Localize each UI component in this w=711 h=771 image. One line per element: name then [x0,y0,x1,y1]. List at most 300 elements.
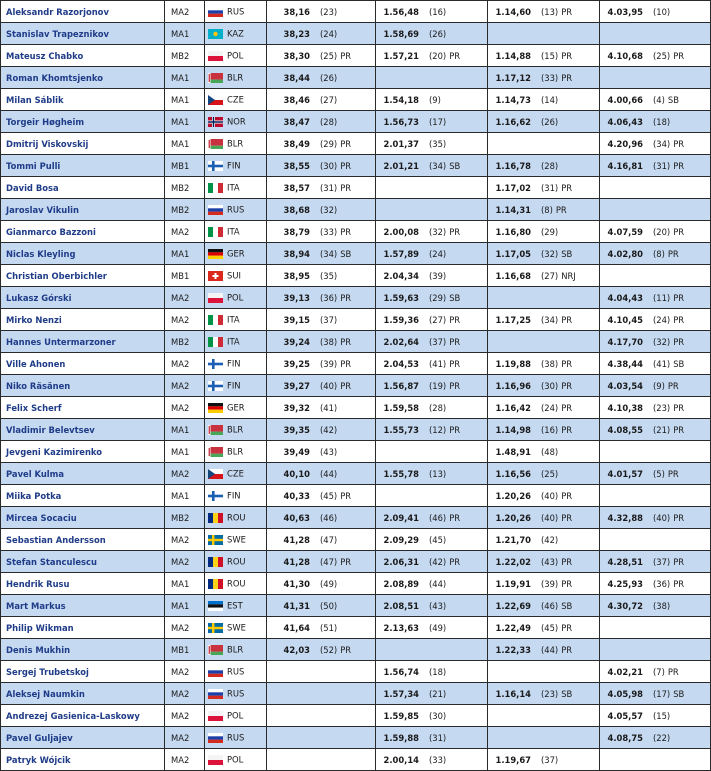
nation-code: FIN [227,358,241,369]
record-note: PR [673,578,685,589]
result-time: 1.59,36 [383,314,419,325]
result-time: 1.20,26 [495,512,531,523]
nation-code: NOR [227,116,246,127]
result-cell [488,595,600,617]
nation-code: RUS [227,204,245,215]
result-time: 4.17,70 [607,336,643,347]
result-rank: (23) [320,6,338,17]
result-rank: (49) [429,622,447,633]
result-rank: (51) [320,622,338,633]
result-time: 1.55,73 [383,424,419,435]
result-rank: (24) [429,248,447,259]
age-category: MA1 [165,133,205,155]
table-row [1,529,711,551]
result-rank: (17) [429,116,447,127]
result-cell [488,419,600,441]
result-rank: (5) [653,468,665,479]
record-note: SB [449,292,461,303]
result-time: 4.20,96 [607,138,643,149]
record-note: PR [340,490,352,501]
result-time: 1.56,73 [383,116,419,127]
age-category: MA1 [165,419,205,441]
nation-code: POL [227,754,244,765]
nation-cell [205,221,267,243]
result-rank: (44) [429,578,447,589]
flag-blr-icon [208,73,223,83]
athlete-name: Milan Sáblik [1,89,165,111]
result-time: 38,44 [283,72,310,83]
nation-code: KAZ [227,28,244,39]
nation-cell [205,551,267,573]
result-cell [376,199,488,221]
flag-ger-icon [208,403,223,413]
result-time: 1.57,34 [383,688,419,699]
athlete-name: Niko Räsänen [1,375,165,397]
nation-code: BLR [227,72,244,83]
result-rank: (43) [320,446,338,457]
nation-code: RUS [227,6,245,17]
result-time: 39,24 [283,336,310,347]
result-time: 1.22,49 [495,622,531,633]
result-cell [600,595,711,617]
result-rank: (8) [541,204,553,215]
result-cell [600,551,711,573]
result-time: 1.56,87 [383,380,419,391]
flag-ita-icon [208,337,223,347]
result-time: 1.17,12 [495,72,531,83]
result-cell [600,133,711,155]
result-rank: (43) [429,600,447,611]
flag-ita-icon [208,183,223,193]
result-cell [376,705,488,727]
athlete-name: Mirko Nenzi [1,309,165,331]
nation-cell [205,661,267,683]
table-row [1,23,711,45]
result-cell [488,133,600,155]
result-time: 1.14,88 [495,50,531,61]
result-time: 2.13,63 [383,622,419,633]
nation-code: RUS [227,666,245,677]
result-rank: (45) [541,622,559,633]
result-time: 1.19,88 [495,358,531,369]
result-cell [267,199,376,221]
table-row [1,485,711,507]
result-cell [600,375,711,397]
age-category: MA1 [165,243,205,265]
result-rank: (42) [429,556,447,567]
result-time: 1.17,25 [495,314,531,325]
record-note: PR [555,204,567,215]
athlete-name: Mateusz Chabko [1,45,165,67]
result-cell [267,1,376,23]
result-time: 4.06,43 [607,116,643,127]
result-cell [267,749,376,771]
nation-code: EST [227,600,243,611]
result-time: 4.05,98 [607,688,643,699]
flag-cze-icon [208,95,223,105]
table-row [1,265,711,287]
result-time: 1.21,70 [495,534,531,545]
result-cell [600,727,711,749]
result-time: 4.03,95 [607,6,643,17]
flag-rus-icon [208,689,223,699]
athlete-name: Stanislav Trapeznikov [1,23,165,45]
nation-cell [205,111,267,133]
flag-cze-icon [208,469,223,479]
result-cell [267,45,376,67]
table-row [1,419,711,441]
result-cell [488,331,600,353]
result-time: 1.16,78 [495,160,531,171]
result-rank: (20) [429,50,447,61]
flag-pol-icon [208,755,223,765]
result-cell [376,23,488,45]
nation-code: GER [227,402,245,413]
flag-ger-icon [208,249,223,259]
result-time: 4.28,51 [607,556,643,567]
result-rank: (22) [653,732,671,743]
record-note: PR [449,226,461,237]
nation-cell [205,441,267,463]
result-rank: (37) [653,556,671,567]
result-time: 2.02,64 [383,336,419,347]
result-rank: (36) [653,578,671,589]
result-rank: (24) [320,28,338,39]
result-time: 41,30 [283,578,310,589]
record-note: PR [340,50,352,61]
result-rank: (31) [429,732,447,743]
athlete-name: Jaroslav Vikulin [1,199,165,221]
result-cell [267,23,376,45]
result-time: 4.30,72 [607,600,643,611]
age-category: MB1 [165,155,205,177]
nation-cell [205,133,267,155]
result-rank: (24) [541,402,559,413]
result-cell [600,617,711,639]
nation-code: POL [227,50,244,61]
record-note: PR [673,512,685,523]
nation-cell [205,177,267,199]
result-cell [600,353,711,375]
record-note: PR [667,666,679,677]
flag-nor-icon [208,117,223,127]
nation-code: BLR [227,138,244,149]
nation-code: CZE [227,94,244,105]
record-note: PR [561,50,573,61]
result-cell [267,67,376,89]
result-cell [267,243,376,265]
result-cell [376,617,488,639]
record-note: PR [449,380,461,391]
athlete-name: Mart Markus [1,595,165,617]
result-rank: (38) [320,336,338,347]
result-time: 1.19,91 [495,578,531,589]
result-time: 2.08,51 [383,600,419,611]
result-cell [488,661,600,683]
table-row [1,89,711,111]
nation-code: BLR [227,446,244,457]
athlete-name: Torgeir Høgheim [1,111,165,133]
result-cell [376,111,488,133]
result-cell [267,177,376,199]
result-time: 1.14,60 [495,6,531,17]
result-time: 1.58,69 [383,28,419,39]
table-row [1,287,711,309]
record-note: SB [561,248,573,259]
result-cell [488,177,600,199]
record-note: PR [449,512,461,523]
flag-pol-icon [208,711,223,721]
table-row [1,1,711,23]
result-time: 2.04,34 [383,270,419,281]
athlete-name: Miika Potka [1,485,165,507]
age-category: MA1 [165,111,205,133]
result-time: 41,31 [283,600,310,611]
result-rank: (28) [429,402,447,413]
result-cell [600,661,711,683]
result-cell [376,397,488,419]
table-row [1,111,711,133]
result-cell [376,419,488,441]
result-cell [488,507,600,529]
result-cell [376,1,488,23]
athlete-name: Sergej Trubetskoj [1,661,165,683]
result-rank: (32) [320,204,338,215]
result-cell [488,529,600,551]
result-rank: (26) [429,28,447,39]
result-rank: (21) [429,688,447,699]
record-note: SB [340,248,352,259]
result-cell [488,89,600,111]
result-time: 39,49 [283,446,310,457]
record-note: PR [340,556,352,567]
result-cell [488,639,600,661]
nation-code: ITA [227,226,240,237]
result-cell [376,485,488,507]
record-note: PR [561,358,573,369]
result-time: 4.10,45 [607,314,643,325]
result-time: 1.59,88 [383,732,419,743]
table-row [1,683,711,705]
table-row [1,133,711,155]
flag-kaz-icon [208,29,223,39]
athlete-name: Pavel Kulma [1,463,165,485]
result-rank: (8) [653,248,665,259]
result-rank: (9) [429,94,441,105]
result-rank: (26) [320,72,338,83]
table-row [1,221,711,243]
result-rank: (39) [429,270,447,281]
table-row [1,375,711,397]
nation-code: RUS [227,732,245,743]
flag-blr-icon [208,645,223,655]
result-cell [376,463,488,485]
result-rank: (18) [653,116,671,127]
results-table-body [1,1,711,771]
nation-code: ROU [227,512,246,523]
flag-ita-icon [208,315,223,325]
nation-cell [205,705,267,727]
record-note: PR [340,358,352,369]
result-rank: (33) [429,754,447,765]
result-cell [376,287,488,309]
result-rank: (14) [541,94,559,105]
flag-swe-icon [208,623,223,633]
table-row [1,595,711,617]
result-rank: (9) [653,380,665,391]
record-note: PR [449,50,461,61]
result-time: 40,33 [283,490,310,501]
record-note: SB [561,688,573,699]
result-cell [267,551,376,573]
nation-cell [205,507,267,529]
athlete-name: Tommi Pulli [1,155,165,177]
record-note: PR [561,424,573,435]
flag-sui-icon [208,271,223,281]
record-note: SB [673,358,685,369]
result-time: 39,25 [283,358,310,369]
nation-code: BLR [227,644,244,655]
result-rank: (12) [429,424,447,435]
result-cell [267,133,376,155]
result-time: 38,79 [283,226,310,237]
result-cell [267,331,376,353]
result-time: 1.22,69 [495,600,531,611]
result-rank: (52) [320,644,338,655]
result-cell [600,67,711,89]
result-cell [376,661,488,683]
result-rank: (41) [429,358,447,369]
result-cell [600,705,711,727]
result-time: 39,13 [283,292,310,303]
athlete-name: David Bosa [1,177,165,199]
result-time: 1.16,56 [495,468,531,479]
result-time: 4.25,93 [607,578,643,589]
record-note: PR [561,6,573,17]
result-rank: (27) [429,314,447,325]
result-time: 1.19,67 [495,754,531,765]
record-note: SB [561,600,573,611]
record-note: PR [449,336,461,347]
flag-fin-icon [208,491,223,501]
table-row [1,705,711,727]
table-row [1,551,711,573]
result-rank: (10) [653,6,671,17]
result-cell [600,485,711,507]
record-note: PR [561,72,573,83]
nation-code: ROU [227,556,246,567]
result-time: 40,10 [283,468,310,479]
athlete-name: Ville Ahonen [1,353,165,375]
record-note: PR [561,644,573,655]
result-cell [488,397,600,419]
result-rank: (44) [541,644,559,655]
result-cell [488,1,600,23]
result-time: 1.17,02 [495,182,531,193]
result-rank: (15) [541,50,559,61]
result-time: 4.10,68 [607,50,643,61]
age-category: MA1 [165,89,205,111]
result-rank: (31) [653,160,671,171]
record-note: SB [673,688,685,699]
result-cell [600,199,711,221]
record-note: PR [673,292,685,303]
result-time: 4.16,81 [607,160,643,171]
result-rank: (46) [320,512,338,523]
result-rank: (27) [320,94,338,105]
result-cell [488,463,600,485]
nation-code: ITA [227,182,240,193]
result-rank: (40) [541,512,559,523]
result-time: 41,28 [283,556,310,567]
result-time: 1.59,85 [383,710,419,721]
result-cell [376,375,488,397]
record-note: PR [449,556,461,567]
result-cell [267,265,376,287]
result-cell [376,639,488,661]
result-cell [488,749,600,771]
record-note: PR [673,50,685,61]
result-rank: (25) [541,468,559,479]
result-rank: (32) [541,248,559,259]
age-category: MB1 [165,265,205,287]
result-cell [267,573,376,595]
result-cell [376,309,488,331]
result-time: 1.56,74 [383,666,419,677]
result-time: 41,64 [283,622,310,633]
result-cell [376,45,488,67]
record-note: PR [561,578,573,589]
result-rank: (23) [653,402,671,413]
age-category: MA1 [165,441,205,463]
result-cell [600,463,711,485]
result-rank: (37) [320,314,338,325]
nation-cell [205,683,267,705]
result-cell [376,221,488,243]
result-cell [376,243,488,265]
nation-cell [205,331,267,353]
result-rank: (30) [541,380,559,391]
age-category: MA1 [165,23,205,45]
record-note: PR [673,160,685,171]
result-time: 38,46 [283,94,310,105]
result-rank: (29) [429,292,447,303]
record-note: PR [449,358,461,369]
result-time: 1.20,26 [495,490,531,501]
result-rank: (37) [541,754,559,765]
athlete-name: Christian Oberbichler [1,265,165,287]
record-note: PR [673,226,685,237]
result-rank: (38) [653,600,671,611]
result-rank: (30) [429,710,447,721]
flag-rou-icon [208,513,223,523]
result-cell [600,155,711,177]
result-cell [267,221,376,243]
result-cell [267,89,376,111]
record-note: PR [673,424,685,435]
flag-fin-icon [208,381,223,391]
result-cell [600,111,711,133]
result-rank: (31) [541,182,559,193]
nation-code: FIN [227,490,241,501]
record-note: PR [449,314,461,325]
result-cell [376,331,488,353]
result-cell [376,529,488,551]
result-time: 1.14,31 [495,204,531,215]
nation-code: POL [227,292,244,303]
record-note: PR [340,226,352,237]
result-rank: (25) [320,50,338,61]
